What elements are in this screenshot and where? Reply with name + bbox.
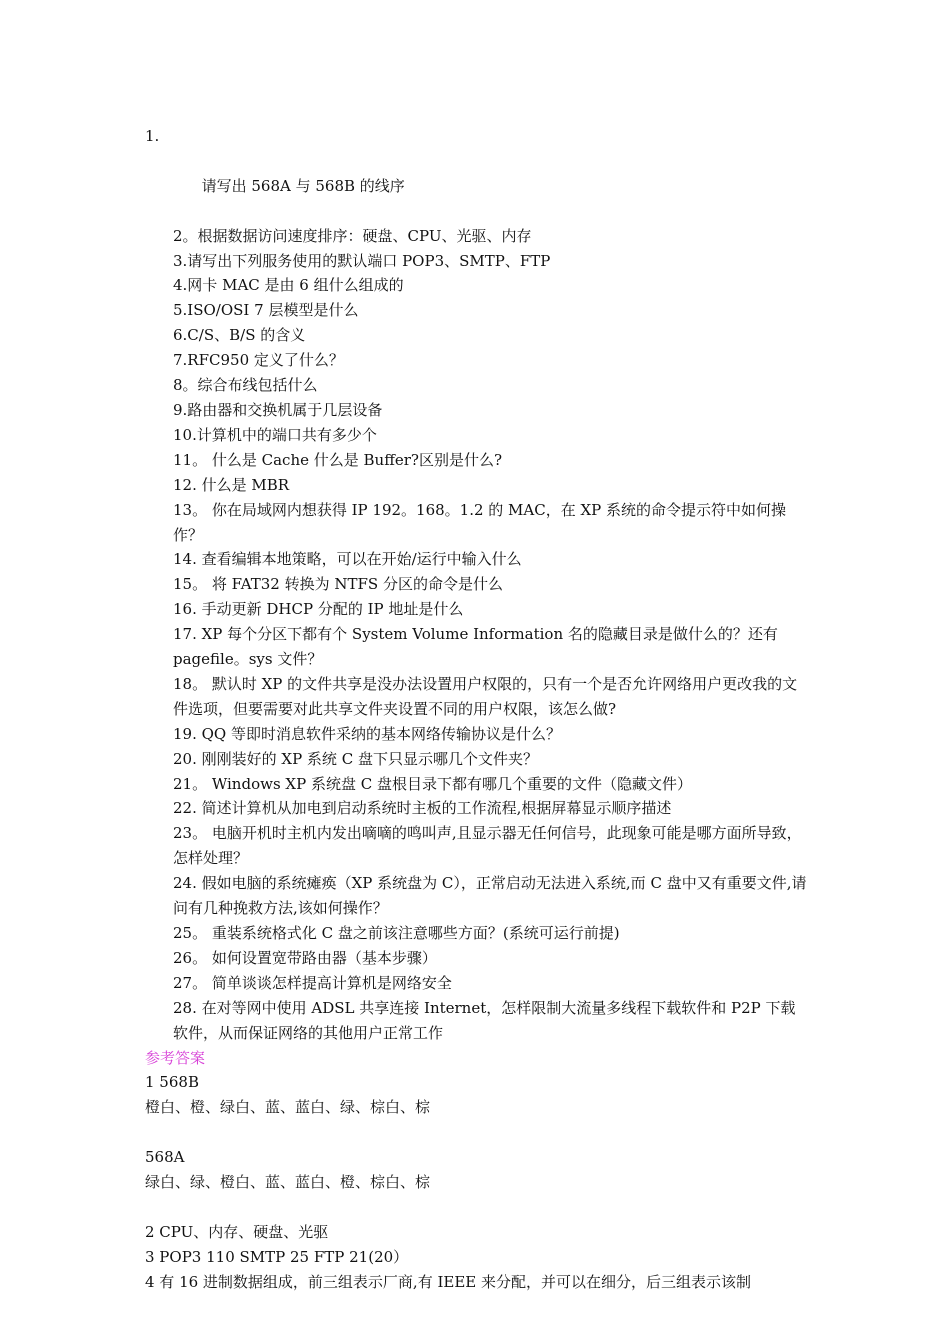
- question-item: 2。根据数据访问速度排序：硬盘、CPU、光驱、内存: [173, 226, 532, 245]
- question-item: 14. 查看编辑本地策略，可以在开始/运行中输入什么: [173, 550, 522, 569]
- question-item: 27。 简单谈谈怎样提高计算机是网络安全: [173, 973, 452, 992]
- question-1-number: 1.: [145, 127, 160, 145]
- blank-line: [145, 1195, 807, 1220]
- answer-1-568a-order: 绿白、绿、橙白、蓝、蓝白、橙、棕白、棕: [145, 1173, 431, 1192]
- question-item: 17. XP 每个分区下都有个 System Volume Information 名的隐藏目录是做什么的？还有 pagefile。sys 文件？: [173, 625, 783, 669]
- question-item: 10.计算机中的端口共有多少个: [173, 425, 377, 444]
- question-list: [145, 224, 807, 1046]
- question-item: 12. 什么是 MBR: [173, 475, 290, 494]
- question-1-text: 请写出 568A 与 568B 的线序: [201, 176, 405, 195]
- question-item: 13。 你在局域网内想获得 IP 192。168。1.2 的 MAC，在 XP 系统的命令提示符中如何操作？: [173, 500, 787, 544]
- blank-line: [145, 1120, 807, 1145]
- document-body: [145, 124, 807, 1295]
- question-item: 18。 默认时 XP 的文件共享是没办法设置用户权限的，只有一个是否允许网络用户更改我的文件选项，但要需要对此共享文件夹设置不同的用户权限，该怎么做?: [173, 674, 798, 718]
- question-item: 22. 简述计算机从加电到启动系统时主板的工作流程,根据屏幕显示顺序描述: [173, 799, 672, 818]
- question-item: 5.ISO/OSI 7 层模型是什么: [173, 301, 359, 320]
- answer-1-568b-order: 橙白、橙、绿白、蓝、蓝白、绿、棕白、棕: [145, 1098, 431, 1117]
- question-item: 26。 如何设置宽带路由器（基本步骤）: [173, 948, 437, 967]
- question-item: 3.请写出下列服务使用的默认端口 POP3、SMTP、FTP: [173, 251, 551, 270]
- question-item: 9.路由器和交换机属于几层设备: [173, 400, 383, 419]
- question-item: 4.网卡 MAC 是由 6 组什么组成的: [173, 276, 404, 295]
- question-item: 21。 Windows XP 系统盘 C 盘根目录下都有哪几个重要的文件（隐藏文件）: [173, 774, 692, 793]
- question-1: [145, 124, 807, 224]
- question-item: 11。 什么是 Cache 什么是 Buffer?区别是什么?: [173, 450, 502, 469]
- answer-3: 3 POP3 110 SMTP 25 FTP 21(20）: [145, 1247, 409, 1266]
- answer-1-568a-title: 568A: [145, 1148, 185, 1167]
- question-item: 16. 手动更新 DHCP 分配的 IP 地址是什么: [173, 600, 464, 619]
- answer-2: 2 CPU、内存、硬盘、光驱: [145, 1222, 329, 1241]
- question-item: 7.RFC950 定义了什么？: [173, 351, 344, 370]
- answer-heading: 参考答案: [145, 1048, 206, 1067]
- question-item: 23。 电脑开机时主机内发出嘀嘀的鸣叫声,且显示器无任何信号，此现象可能是哪方面所导致，怎样处理？: [173, 824, 802, 868]
- question-item: 19. QQ 等即时消息软件采纳的基本网络传输协议是什么？: [173, 724, 561, 743]
- answer-1-568b-title: 1 568B: [145, 1073, 199, 1092]
- question-item: 28. 在对等网中使用 ADSL 共享连接 Internet，怎样限制大流量多线程下载软件和 P2P 下载软件，从而保证网络的其他用户正常工作: [173, 998, 796, 1042]
- question-item: 20. 刚刚装好的 XP 系统 C 盘下只显示哪几个文件夹？: [173, 749, 538, 768]
- question-item: 25。 重装系统格式化 C 盘之前该注意哪些方面？(系统可运行前提): [173, 924, 620, 942]
- question-item: 8。综合布线包括什么: [173, 376, 318, 395]
- answer-4: 4 有 16 进制数据组成，前三组表示厂商,有 IEEE 来分配，并可以在细分，后三组表示该制: [145, 1272, 752, 1291]
- question-item: 24. 假如电脑的系统瘫痪（XP 系统盘为 C），正常启动无法进入系统,而 C 盘中又有重要文件,请问有几种挽救方法,该如何操作？: [173, 874, 807, 918]
- question-item: 6.C/S、B/S 的含义: [173, 326, 306, 345]
- question-item: 15。 将 FAT32 转换为 NTFS 分区的命令是什么: [173, 575, 503, 594]
